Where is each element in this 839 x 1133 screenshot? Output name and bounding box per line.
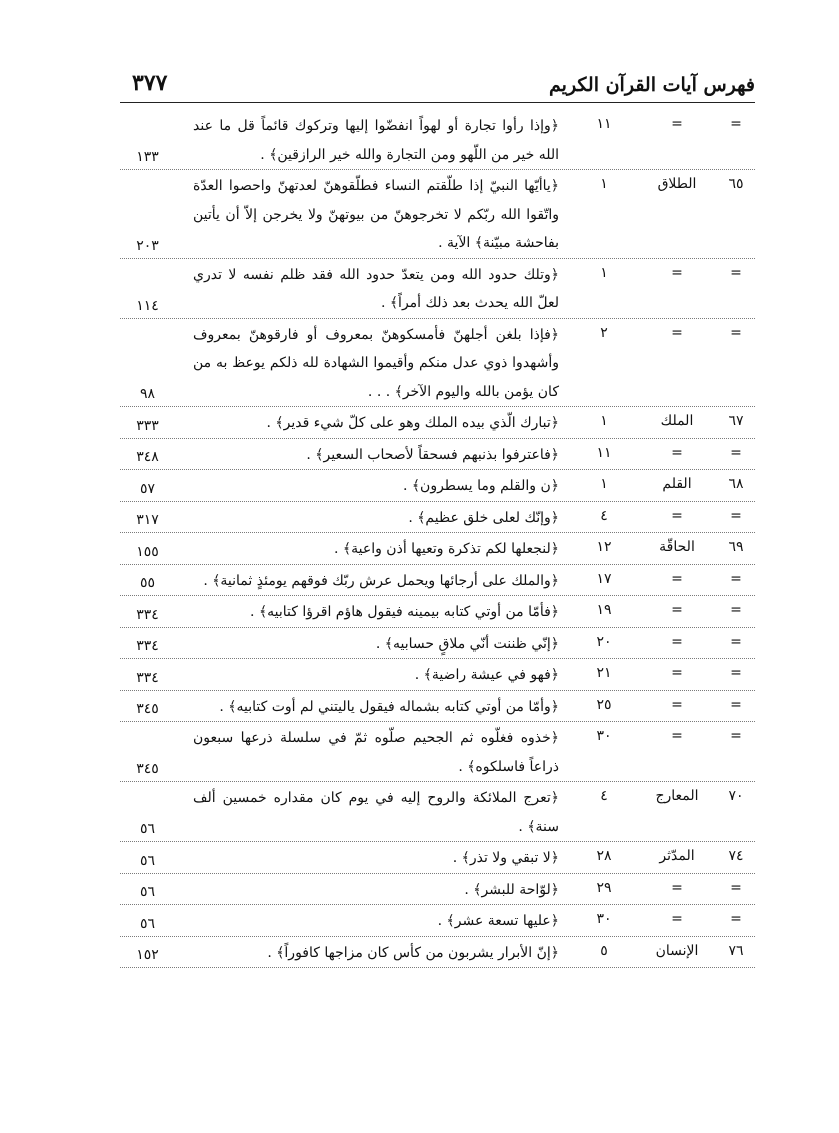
surah-number: ٦٧ [728,413,744,429]
surah-name: الإنسان [655,942,699,959]
page-ref: ٣٤٥ [136,701,159,717]
page-ref: ٩٨ [139,386,156,402]
surah-name: = [671,879,683,896]
surah-number: = [730,324,742,341]
verse-number: ٢٨ [596,848,612,864]
surah-name: = [671,633,683,650]
verse-text: ﴿تبارك الّذي بيده الملك وهو على كلّ شيء قدير﴾ . [266,415,559,431]
surah-number: = [730,116,742,132]
surah-number: ٦٥ [728,176,744,192]
verse-text: ﴿وإذا رأوا تجارة أو لهواً انفضّوا إليها وتركوك قائماً قل ما عند الله خير من اللّهو ومن التجارة والله خير الرازقين﴾ . [193,118,559,163]
verse-text: ﴿لنجعلها لكم تذكرة وتعيها أذن واعية﴾ . [334,541,559,557]
surah-number: ٧٦ [728,942,744,959]
verse-text: ﴿فهو في عيشة راضية﴾ . [414,667,559,683]
verse-number: ١ [600,176,608,192]
surah-name: = [671,665,683,681]
verse-number: ٥ [600,942,608,959]
index-row [120,842,755,874]
verse-text: ﴿تعرج الملائكة والروح إليه في يوم كان مقداره خمسين ألف سنة﴾ . [193,790,559,835]
page-ref: ٣٣٤ [136,606,159,623]
surah-name: = [671,444,683,461]
surah-number: = [730,264,742,281]
verse-text: ﴿ن والقلم وما يسطرون﴾ . [402,478,559,494]
index-row [120,170,755,259]
surah-number: = [730,879,742,896]
surah-number: ٦٩ [728,539,744,555]
surah-name: = [671,911,683,927]
verse-number: ٤ [600,507,608,524]
surah-name: الملك [660,413,694,429]
surah-number: = [730,602,742,618]
page-ref: ٢٠٣ [136,237,159,254]
index-row [120,937,755,969]
surah-number: ٦٨ [728,476,744,492]
surah-number: = [730,570,742,587]
index-row [120,565,755,597]
page-ref: ٥٧ [139,480,156,497]
verse-text: ﴿ياأيّها النبيّ إذا طلّقتم النساء فطلّقوهنّ لعدتهنّ واحصوا العدّة واتّقوا الله ربّكم لا تخرجوهنّ من بيوتهنّ ولا يخرجن إلاّ أن يأتين بفاحشة مبيّنة﴾ الآية . [193,178,559,251]
index-row [120,259,755,319]
surah-name: = [671,728,683,744]
verse-text: ﴿لا تبقي ولا تذر﴾ . [452,850,559,866]
verse-number: ١٧ [596,570,612,587]
surah-name: = [671,602,683,618]
surah-name: المعارج [655,788,699,804]
page-ref: ٥٦ [139,915,156,932]
verse-text: ﴿فاعترفوا بذنبهم فسحقاً لأصحاب السعير﴾ . [306,446,559,463]
page-ref: ٥٥ [139,575,156,591]
verse-text: ﴿إنّي ظننت أنّي ملاقٍ حسابيه﴾ . [375,635,559,652]
surah-name: الطلاق [657,176,697,192]
verse-number: ٢١ [596,665,612,681]
surah-name: = [671,570,683,587]
verse-text: ﴿إنّ الأبرار يشربون من كأس كان مزاجها كافوراً﴾ . [267,944,559,961]
surah-number: = [730,633,742,650]
verse-text: ﴿لوّاحة للبشر﴾ . [464,881,559,898]
page-header [120,62,755,103]
index-row [120,722,755,782]
surah-name: = [671,324,683,341]
surah-number: = [730,507,742,524]
verse-number: ١ [600,476,608,492]
verse-number: ١ [600,413,608,429]
verse-number: ١١ [596,444,612,461]
page-number: ٣٧٧ [132,70,168,96]
index-row [120,470,755,502]
verse-text: ﴿فإذا بلغن أجلهنّ فأمسكوهنّ بمعروف أو فارقوهنّ بمعروف وأشهدوا ذوي عدل منكم وأقيموا الشهادة لله ذلكم يوعظ به من كان يؤمن بالله واليوم الآخر﴾ . . . [193,326,559,400]
page-ref: ٣٣٤ [136,638,159,654]
surah-name: المدّثر [659,848,695,864]
page-ref: ٣٣٣ [136,417,159,434]
verse-text: ﴿وتلك حدود الله ومن يتعدّ حدود الله فقد ظلم نفسه لا تدري لعلّ الله يحدث بعد ذلك أمراً﴾ . [193,266,559,311]
verse-text: ﴿والملك على أرجائها ويحمل عرش ربّك فوقهم يومئذٍ ثمانية﴾ . [203,572,559,589]
verse-text: ﴿وإنّك لعلى خلق عظيم﴾ . [408,509,559,526]
surah-name: = [671,696,683,713]
verse-number: ١١ [596,116,612,132]
index-row [120,407,755,439]
page-ref: ١٥٢ [136,947,159,963]
surah-name: الحاقّة [659,539,695,555]
verse-number: ٢٠ [596,633,612,650]
verse-index-table [120,110,755,968]
verse-text: ﴿وأمّا من أوتي كتابه بشماله فيقول ياليتني لم أوت كتابيه﴾ . [219,698,559,715]
page-ref: ١٣٣ [136,149,159,165]
verse-number: ١٢ [596,539,612,555]
page-title: فهرس آيات القرآن الكريم [549,74,755,96]
verse-number: ٢٥ [596,696,612,713]
verse-text: ﴿فأمّا من أوتي كتابه بيمينه فيقول هاؤم اقرؤا كتابيه﴾ . [250,604,559,620]
index-row [120,659,755,691]
surah-number: ٧٤ [728,848,744,864]
verse-number: ٢٩ [596,879,612,896]
index-row [120,319,755,408]
surah-number: = [730,696,742,713]
surah-number: = [730,444,742,461]
verse-text: ﴿خذوه فغلّوه ثم الجحيم صلّوه ثمّ في سلسلة ذرعها سبعون ذراعاً فاسلكوه﴾ . [193,730,559,775]
surah-number: = [730,665,742,681]
page-ref: ٣١٧ [136,512,159,528]
surah-number: = [730,911,742,927]
index-row [120,628,755,660]
page-ref: ٥٦ [139,852,156,869]
verse-number: ٤ [600,788,608,804]
page-ref: ٥٦ [139,884,156,900]
index-row [120,782,755,842]
page-ref: ٥٦ [139,821,156,837]
index-row [120,439,755,471]
surah-number: = [730,728,742,744]
index-row [120,874,755,906]
index-row [120,533,755,565]
index-row [120,110,755,170]
verse-number: ١ [600,264,608,281]
verse-number: ٢ [600,324,608,341]
surah-name: = [671,264,683,281]
page-ref: ١١٤ [136,297,159,314]
page-ref: ٣٣٤ [136,669,159,686]
page-ref: ٣٤٥ [136,761,159,777]
index-row [120,691,755,723]
index-row [120,596,755,628]
verse-number: ١٩ [596,602,612,618]
surah-name: = [671,507,683,524]
page-ref: ١٥٥ [136,543,159,560]
surah-name: = [671,116,683,132]
page-ref: ٣٤٨ [136,449,159,465]
surah-number: ٧٠ [728,788,744,804]
index-row [120,905,755,937]
verse-number: ٣٠ [596,728,612,744]
verse-number: ٣٠ [596,911,612,927]
verse-text: ﴿عليها تسعة عشر﴾ . [437,913,559,929]
index-row [120,502,755,534]
surah-name: القلم [662,476,692,492]
